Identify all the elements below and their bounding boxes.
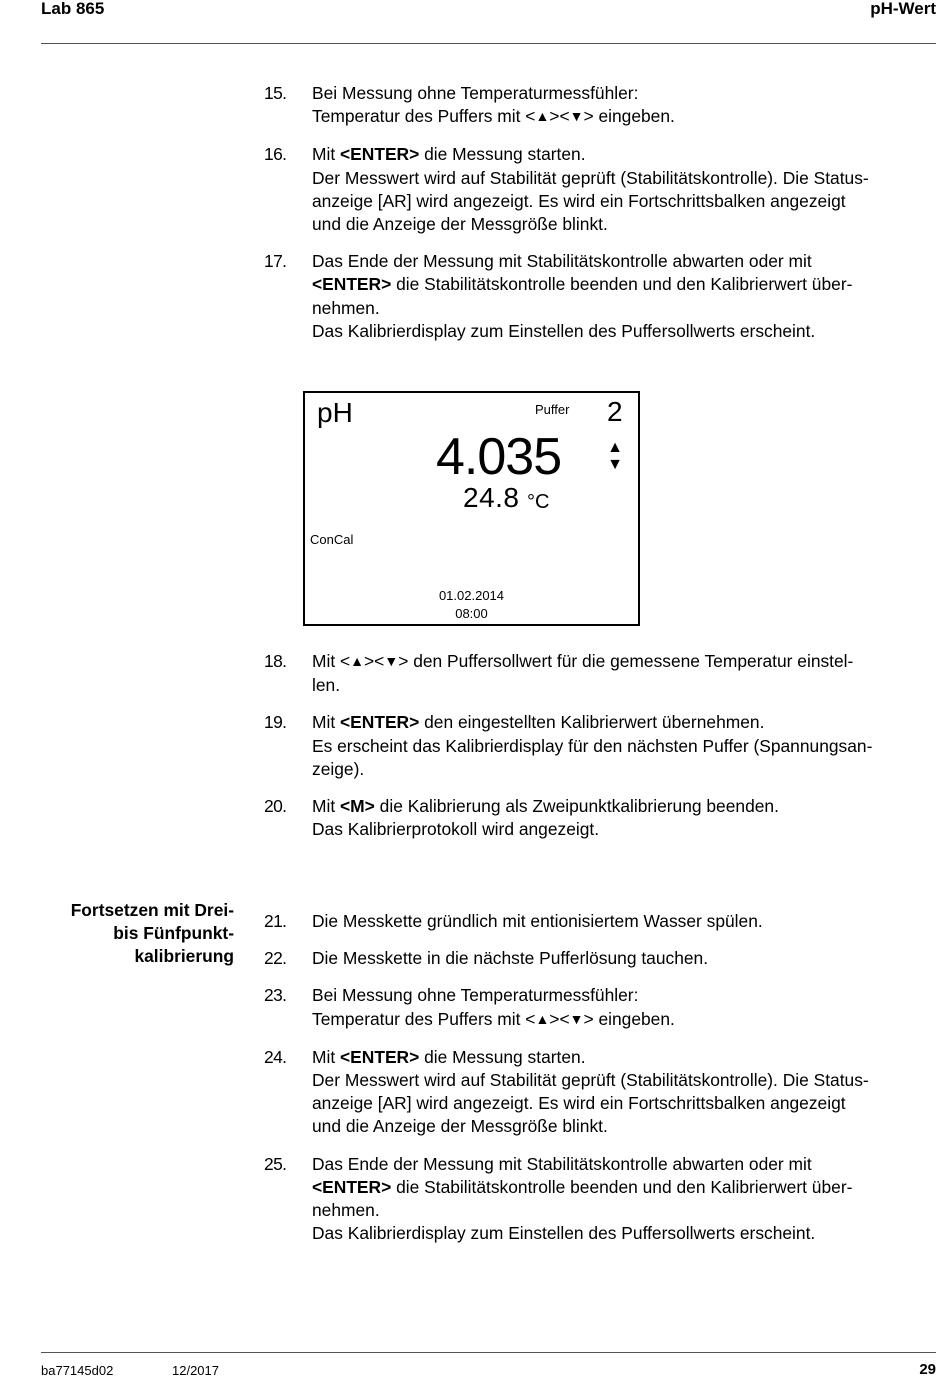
- step-text-line: Das Kalibrierdisplay zum Einstellen des Puffersollwerts erscheint.: [312, 320, 816, 341]
- step-list-c: [264, 910, 936, 1259]
- step-text-line: Mit <▲><▼> den Puffersollwert für die gemessene Temperatur einstel-: [312, 651, 854, 671]
- step-item: [264, 143, 936, 236]
- step-text-line: und die Anzeige der Messgröße blinkt.: [312, 1116, 608, 1137]
- display-temperature-unit: °C: [527, 491, 550, 513]
- step-text-line: Die Messkette in die nächste Pufferlösung tauchen.: [312, 948, 709, 969]
- display-time: 08:00: [455, 606, 488, 621]
- step-item: [264, 1153, 936, 1246]
- step-text-line: Mit <ENTER> die Messung starten.: [312, 1046, 586, 1067]
- section-label-line: kalibrierung: [134, 946, 234, 967]
- display-buffer-label: Puffer: [535, 402, 570, 417]
- section-label-line: Fortsetzen mit Drei-: [70, 900, 234, 920]
- step-number: 15.: [264, 83, 287, 103]
- page-number: 29: [919, 1361, 936, 1378]
- step-text-line: Mit <M> die Kalibrierung als Zweipunktkalibrierung beenden.: [312, 796, 779, 817]
- step-text-line: nehmen.: [312, 297, 380, 318]
- step-text-line: Das Kalibrierdisplay zum Einstellen des Puffersollwerts erscheint.: [312, 1223, 816, 1244]
- display-value: 4.035: [436, 428, 562, 486]
- display-arrows: [605, 439, 625, 473]
- header-rule: [41, 43, 936, 44]
- step-number: 24.: [264, 1046, 287, 1067]
- step-text-line: zeige).: [312, 758, 365, 779]
- step-text-line: nehmen.: [312, 1200, 380, 1221]
- step-text-line: Das Ende der Messung mit Stabilitätskontrolle abwarten oder mit: [312, 251, 812, 272]
- step-item: [264, 947, 936, 970]
- step-text-line: Das Kalibrierprotokoll wird angezeigt.: [312, 819, 600, 840]
- step-text-line: Mit <ENTER> die Messung starten.: [312, 144, 586, 165]
- section-label: [34, 899, 234, 969]
- step-item: [264, 1046, 936, 1139]
- step-item: [264, 650, 936, 697]
- display-temperature: 24.8: [463, 482, 520, 513]
- step-item: [264, 910, 936, 933]
- step-list-b: [264, 650, 936, 855]
- step-text-line: Der Messwert wird auf Stabilität geprüft (Stabilitätskontrolle). Die Status-: [312, 167, 869, 188]
- step-number: 16.: [264, 144, 287, 165]
- step-text-line: len.: [312, 675, 341, 696]
- arrow-up-icon: ▲: [607, 439, 623, 456]
- page-header-left: Lab 865: [41, 0, 105, 18]
- step-number: 17.: [264, 251, 287, 272]
- footer-doc-id: ba77145d02: [41, 1363, 114, 1378]
- step-item: [264, 984, 936, 1031]
- step-number: 23.: [264, 985, 287, 1006]
- page-header-right: pH-Wert: [870, 0, 936, 18]
- display-date: 01.02.2014: [438, 588, 505, 603]
- step-number: 25.: [264, 1153, 287, 1174]
- step-text-line: anzeige [AR] wird angezeigt. Es wird ein Fortschrittsbalken angezeigt: [312, 1093, 846, 1114]
- device-display: [303, 391, 640, 626]
- footer-rule: [41, 1352, 936, 1353]
- step-text-line: Temperatur des Puffers mit <▲><▼> eingeben.: [312, 1008, 675, 1029]
- section-label-line: bis Fünfpunkt-: [113, 923, 234, 944]
- step-number: 22.: [264, 948, 287, 969]
- step-text-line: Bei Messung ohne Temperaturmessfühler:: [312, 83, 639, 103]
- step-item: [264, 250, 936, 343]
- display-mode: ConCal: [310, 532, 354, 547]
- step-number: 21.: [264, 911, 287, 931]
- footer-date: 12/2017: [172, 1363, 219, 1378]
- step-text-line: <ENTER> die Stabilitätskontrolle beenden und den Kalibrierwert über-: [312, 274, 853, 295]
- step-text-line: und die Anzeige der Messgröße blinkt.: [312, 214, 608, 235]
- step-number: 20.: [264, 796, 287, 817]
- step-text-line: Es erscheint das Kalibrierdisplay für den nächsten Puffer (Spannungsan-: [312, 735, 873, 756]
- step-text-line: Temperatur des Puffers mit <▲><▼> eingeben.: [312, 106, 675, 127]
- step-text-line: anzeige [AR] wird angezeigt. Es wird ein Fortschrittsbalken angezeigt: [312, 190, 846, 211]
- step-text-line: Das Ende der Messung mit Stabilitätskontrolle abwarten oder mit: [312, 1153, 812, 1174]
- arrow-down-icon: ▼: [607, 456, 623, 473]
- step-number: 19.: [264, 712, 287, 733]
- step-number: 18.: [264, 651, 287, 671]
- step-item: [264, 795, 936, 841]
- step-text-line: Die Messkette gründlich mit entionisiertem Wasser spülen.: [312, 911, 763, 931]
- step-text-line: Mit <ENTER> den eingestellten Kalibrierwert übernehmen.: [312, 712, 765, 733]
- step-item: [264, 711, 936, 781]
- step-list-a: [264, 82, 936, 357]
- step-text-line: Bei Messung ohne Temperaturmessfühler:: [312, 985, 639, 1006]
- display-unit: pH: [317, 397, 353, 428]
- step-text-line: <ENTER> die Stabilitätskontrolle beenden und den Kalibrierwert über-: [312, 1176, 853, 1197]
- step-item: [264, 82, 936, 129]
- step-text-line: Der Messwert wird auf Stabilität geprüft (Stabilitätskontrolle). Die Status-: [312, 1070, 869, 1091]
- display-buffer-number: 2: [607, 396, 623, 427]
- display-datetime: [305, 587, 638, 623]
